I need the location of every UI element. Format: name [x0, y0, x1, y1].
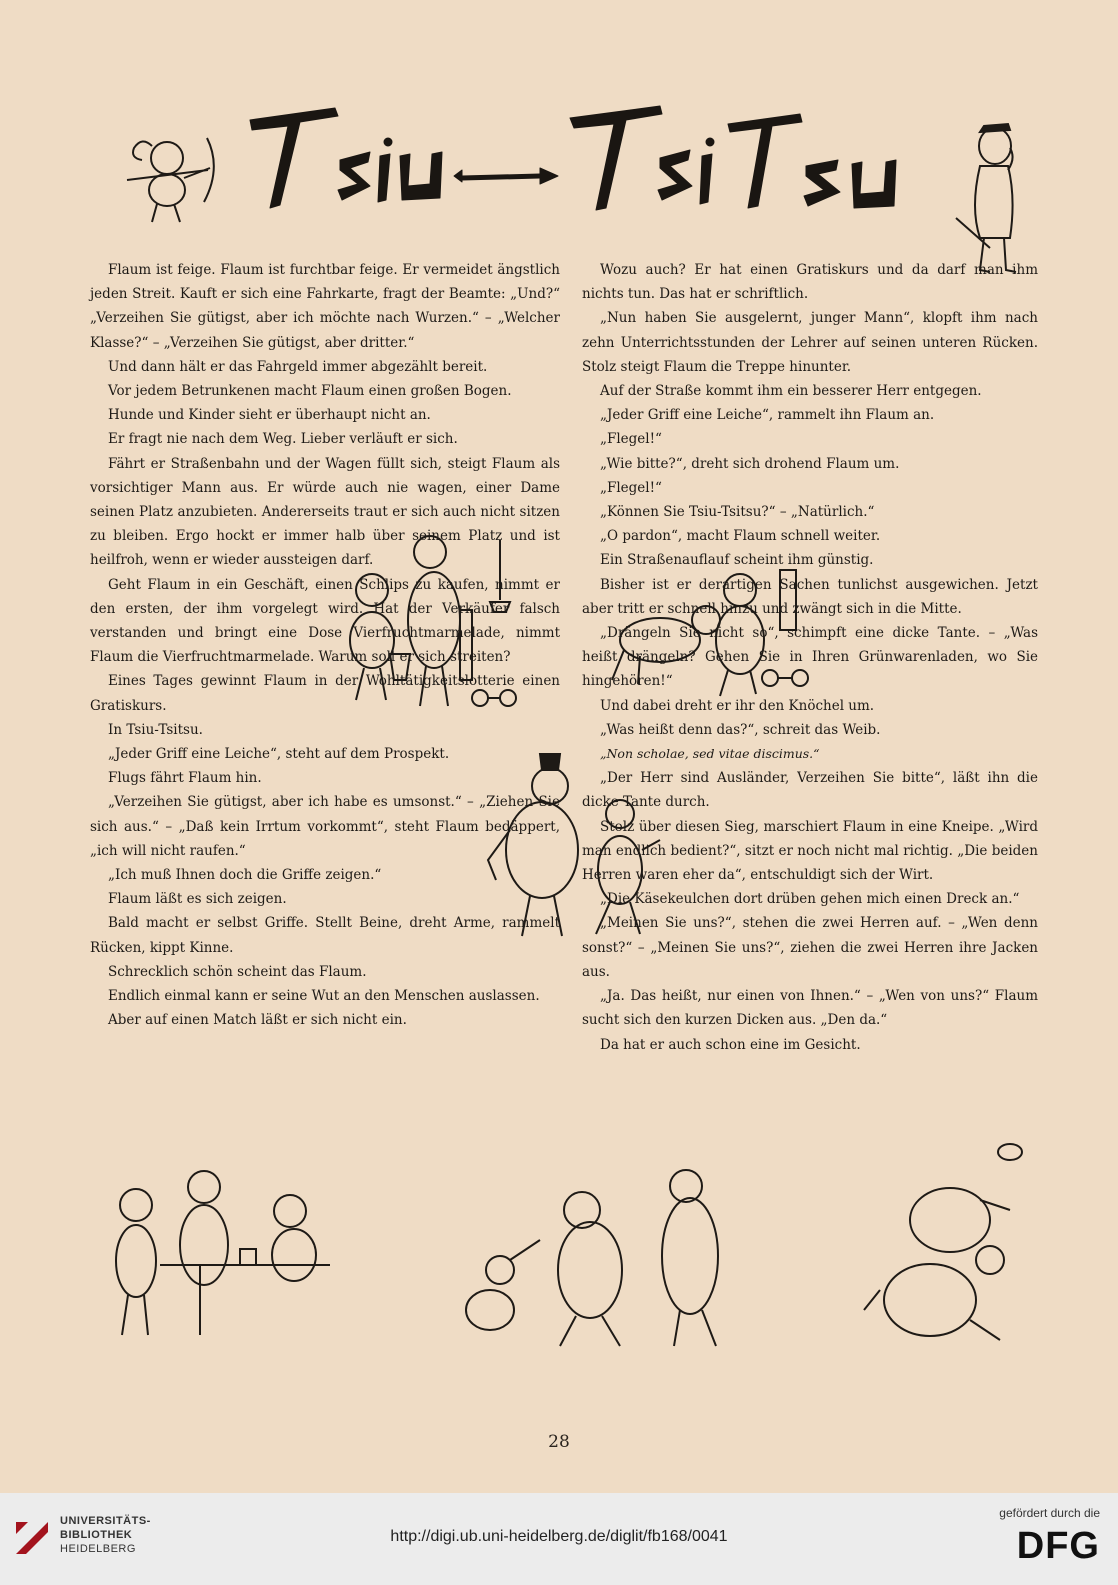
paragraph: „Meinen Sie uns?“, stehen die zwei Herren auf. – „Wen denn sonst?“ – „Meinen Sie uns?“, ziehen die zwei Herren ihre Jacken aus.	[582, 915, 1038, 980]
paragraph: In Tsiu-Tsitsu.	[108, 721, 203, 738]
dfg-logo: DFG	[1016, 1525, 1100, 1567]
paragraph: „Jeder Griff eine Leiche“, rammelt ihn Flaum an.	[600, 407, 935, 424]
paragraph: „Verzeihen Sie gütigst, aber ich habe es umsonst.“ – „Ziehen Sie sich aus.“ – „Daß kein Irrtum vorkommt“, steht Flaum bedäppert, „ich will nicht raufen.“	[90, 794, 560, 859]
tavern-scene-art	[100, 1165, 330, 1340]
paragraph: Er fragt nie nach dem Weg. Lieber verläuft er sich.	[108, 431, 458, 448]
boxers-drawing	[470, 750, 670, 940]
gym-weights-art	[330, 530, 520, 710]
library-line-1: UNIVERSITÄTS-	[60, 1515, 151, 1527]
source-url[interactable]: http://digi.ub.uni-heidelberg.de/diglit/fb168/0041	[390, 1528, 728, 1545]
fight-scene-art	[450, 1160, 750, 1350]
paragraph: Endlich einmal kann er seine Wut an den Menschen auslassen.	[108, 988, 540, 1005]
paragraph: „Non scholae, sed vitae discimus.“	[600, 746, 820, 762]
paragraph: Da hat er auch schon eine im Gesicht.	[600, 1036, 861, 1053]
paragraph: Schrecklich schön scheint das Flaum.	[108, 963, 367, 980]
paragraph: Hunde und Kinder sieht er überhaupt nicht an.	[108, 407, 431, 424]
tumbling-figures-drawing	[860, 1140, 1030, 1350]
paragraph: „Ich muß Ihnen doch die Griffe zeigen.“	[108, 867, 382, 884]
paragraph: „Der Herr sind Ausländer, Verzeihen Sie bitte“, läßt ihn die dicke Tante durch.	[582, 770, 1038, 811]
fight-scene-drawing	[450, 1160, 750, 1350]
paragraph: „Flegel!“	[600, 431, 662, 448]
paragraph: Auf der Straße kommt ihm ein besserer Herr entgegen.	[600, 383, 982, 400]
paragraph: Wozu auch? Er hat einen Gratiskurs und da darf man ihm nichts tun. Das hat er schriftlich.	[582, 262, 1038, 303]
title-lettering-art	[240, 90, 965, 230]
paragraph: „Ja. Das heißt, nur einen von Ihnen.“ – „Wen von uns?“ Flaum sucht sich den kurzen Dicken aus. „Den da.“	[582, 988, 1038, 1029]
paragraph: Und dabei dreht er ihr den Knöchel um.	[600, 697, 875, 714]
paragraph: Aber auf einen Match läßt er sich nicht ein.	[108, 1012, 407, 1029]
man-with-cane-drawing	[950, 118, 1030, 278]
paragraph: Flugs fährt Flaum hin.	[108, 770, 262, 787]
paragraph: „Nun haben Sie ausgelernt, junger Mann“, klopft ihm nach zehn Unterrichtsstunden der Lehrer auf seinen unteren Rücken. Stolz steigt Flaum die Treppe hinunter.	[582, 310, 1038, 375]
title-lettering	[240, 90, 965, 230]
paragraph: Und dann hält er das Fahrgeld immer abgezählt bereit.	[108, 358, 488, 375]
paragraph: „Jeder Griff eine Leiche“, steht auf dem Prospekt.	[108, 746, 450, 763]
paragraph: „Was heißt denn das?“, schreit das Weib.	[600, 721, 881, 738]
wrestling-art	[600, 560, 810, 700]
man-with-cane-art	[950, 118, 1030, 278]
funded-by-caption: gefördert durch die	[999, 1506, 1100, 1520]
tumbling-figures-art	[860, 1140, 1030, 1350]
paragraph: Flaum läßt es sich zeigen.	[108, 891, 287, 908]
paragraph: Flaum ist feige. Flaum ist furchtbar feige. Er vermeidet ängstlich jeden Streit. Kauft er sich eine Fahrkarte, fragt der Beamte: „Und?“ „Verzeihen Sie gütigst, aber ich möchte nach Wurzen.“ – „Welcher Klasse?“ – „Verzeihen Sie gütigst, aber dritter.“	[90, 262, 560, 351]
paragraph: Eines Tages gewinnt Flaum in der Wohltätigkeitslotterie einen Gratiskurs.	[90, 673, 560, 714]
wrestling-drawing	[600, 560, 810, 700]
paragraph: „O pardon“, macht Flaum schnell weiter.	[600, 528, 881, 545]
paragraph: Stolz über diesen Sieg, marschiert Flaum in eine Kneipe. „Wird man endlich bedient?“, sitzt er noch nicht mal richtig. „Die beiden Herren waren eher da“, entschuldigt sich der Wirt.	[582, 818, 1038, 884]
paragraph: Geht Flaum in ein Geschäft, einen Schlips zu kaufen, nimmt er den ersten, der ihm vorgelegt wird. Hat der Verkäufer falsch verstanden und bringt eine Dose Vierfruchtmarmelade, nimmt Flaum die Vierfruchtmarmelade. Warum soll er sich streiten?	[90, 576, 560, 666]
paragraph: „Drängeln Sie nicht so“, schimpft eine dicke Tante. – „Was heißt drängeln? Gehen Sie in Ihren Grünwarenladen, wo Sie hingehören!“	[582, 625, 1038, 690]
cupid-archer-drawing	[112, 118, 222, 228]
tavern-scene-drawing	[100, 1165, 330, 1340]
library-line-3: HEIDELBERG	[60, 1543, 136, 1555]
boxers-art	[470, 750, 670, 940]
paragraph: „Die Käsekeulchen dort drüben gehen mich einen Dreck an.“	[600, 891, 1020, 908]
paragraph: Bisher ist er derartigen Sachen tunlichst ausgewichen. Jetzt aber tritt er schnell hinzu und zwängt sich in die Mitte.	[582, 576, 1038, 617]
cupid-archer-art	[112, 118, 222, 228]
paragraph: Ein Straßenauflauf scheint ihm günstig.	[600, 552, 874, 569]
paragraph: „Können Sie Tsiu-Tsitsu?“ – „Natürlich.“	[600, 504, 875, 521]
page-number: 28	[548, 1432, 570, 1452]
paragraph: „Wie bitte?“, dreht sich drohend Flaum um.	[600, 455, 900, 472]
paragraph: Vor jedem Betrunkenen macht Flaum einen großen Bogen.	[108, 383, 512, 400]
library-line-2: BIBLIOTHEK	[60, 1529, 133, 1541]
paragraph: „Flegel!“	[600, 479, 662, 496]
gym-weights-drawing	[330, 530, 520, 710]
paragraph: Bald macht er selbst Griffe. Stellt Beine, dreht Arme, rammelt Rücken, kippt Kinne.	[90, 915, 560, 956]
paragraph: Fährt er Straßenbahn und der Wagen füllt sich, steigt Flaum als vorsichtiger Mann aus. Er würde auch nie wagen, einer Dame seinen Platz anzubieten. Andererseits traut er sich auch nicht sitzen zu bleiben. Ergo hockt er immer halb über seinem Platz und ist heilfroh, wenn er wieder aussteigen darf.	[90, 455, 560, 569]
